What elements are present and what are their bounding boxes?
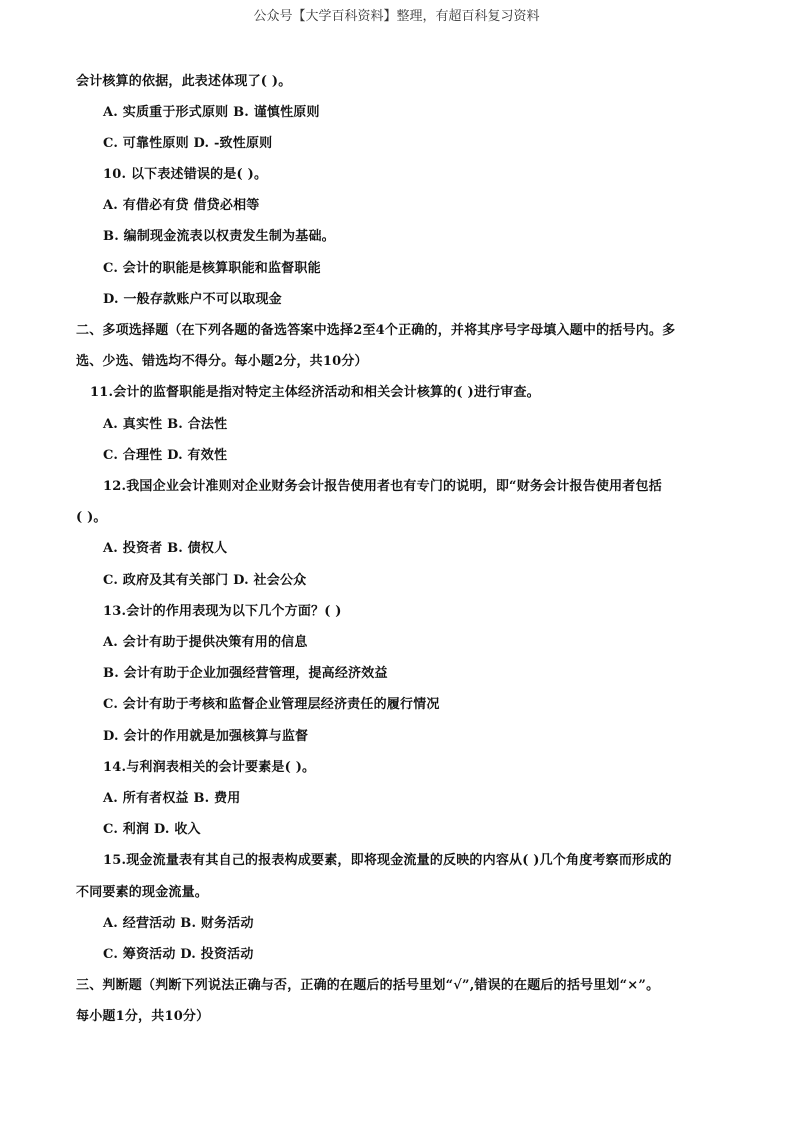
text-line: 15.现金流量表有其自己的报表构成要素，即将现金流量的反映的内容从( )几个角度考察而形成的 — [103, 853, 672, 868]
text-line: 11.会计的监督职能是指对特定主体经济活动和相关会计核算的( )进行审查。 — [90, 385, 540, 400]
text-line: ( )。 — [76, 510, 107, 525]
text-line: 12.我国企业会计准则对企业财务会计报告使用者也有专门的说明，即“财务会计报告使用者包括 — [103, 479, 662, 494]
text-line: D. 会计的作用就是加强核算与监督 — [103, 729, 309, 744]
text-line: 二、多项选择题（在下列各题的备选答案中选择2至4个正确的，并将其序号字母填入题中的括号内。多 — [76, 323, 676, 338]
text-line: A. 所有者权益 B. 费用 — [103, 791, 241, 806]
text-line: A. 投资者 B. 债权人 — [103, 541, 228, 556]
text-line: 不同要素的现金流量。 — [76, 885, 209, 900]
text-line: 13.会计的作用表现为以下几个方面？( ) — [103, 604, 342, 619]
text-line: C. 会计有助于考核和监督企业管理层经济责任的履行情况 — [103, 697, 440, 712]
text-line: C. 合理性 D. 有效性 — [103, 448, 228, 463]
page-header: 公众号【大学百科资料】整理，有超百科复习资料 — [253, 9, 540, 24]
text-line: B. 会计有助于企业加强经营管理，提高经济效益 — [103, 666, 388, 681]
text-line: C. 利润 D. 收入 — [103, 822, 201, 837]
text-line: C. 会计的职能是核算职能和监督职能 — [103, 261, 321, 276]
text-line: C. 筹资活动 D. 投资活动 — [103, 947, 254, 962]
text-line: C. 可靠性原则 D. -致性原则 — [103, 136, 273, 151]
text-line: A. 有借必有贷 借贷必相等 — [103, 198, 260, 213]
text-line: A. 会计有助于提供决策有用的信息 — [103, 635, 308, 650]
text-line: 10. 以下表述错误的是( )。 — [103, 167, 268, 182]
text-line: B. 编制现金流表以权责发生制为基础。 — [103, 229, 335, 244]
text-line: A. 实质重于形式原则 B. 谨慎性原则 — [103, 105, 320, 120]
text-line: 每小题1分，共10分） — [76, 1009, 210, 1024]
text-line: 会计核算的依据，此表述体现了( )。 — [76, 74, 292, 89]
text-line: 三、判断题（判断下列说法正确与否，正确的在题后的括号里划“√”,错误的在题后的括号里划“×”。 — [76, 978, 660, 993]
text-line: C. 政府及其有关部门 D. 社会公众 — [103, 573, 307, 588]
text-line: 14.与利润表相关的会计要素是( )。 — [103, 760, 316, 775]
text-line: A. 经营活动 B. 财务活动 — [103, 916, 254, 931]
text-line: A. 真实性 B. 合法性 — [103, 417, 228, 432]
text-line: 选、少选、错选均不得分。每小题2分，共10分） — [76, 354, 368, 369]
text-line: D. 一般存款账户不可以取现金 — [103, 292, 282, 307]
